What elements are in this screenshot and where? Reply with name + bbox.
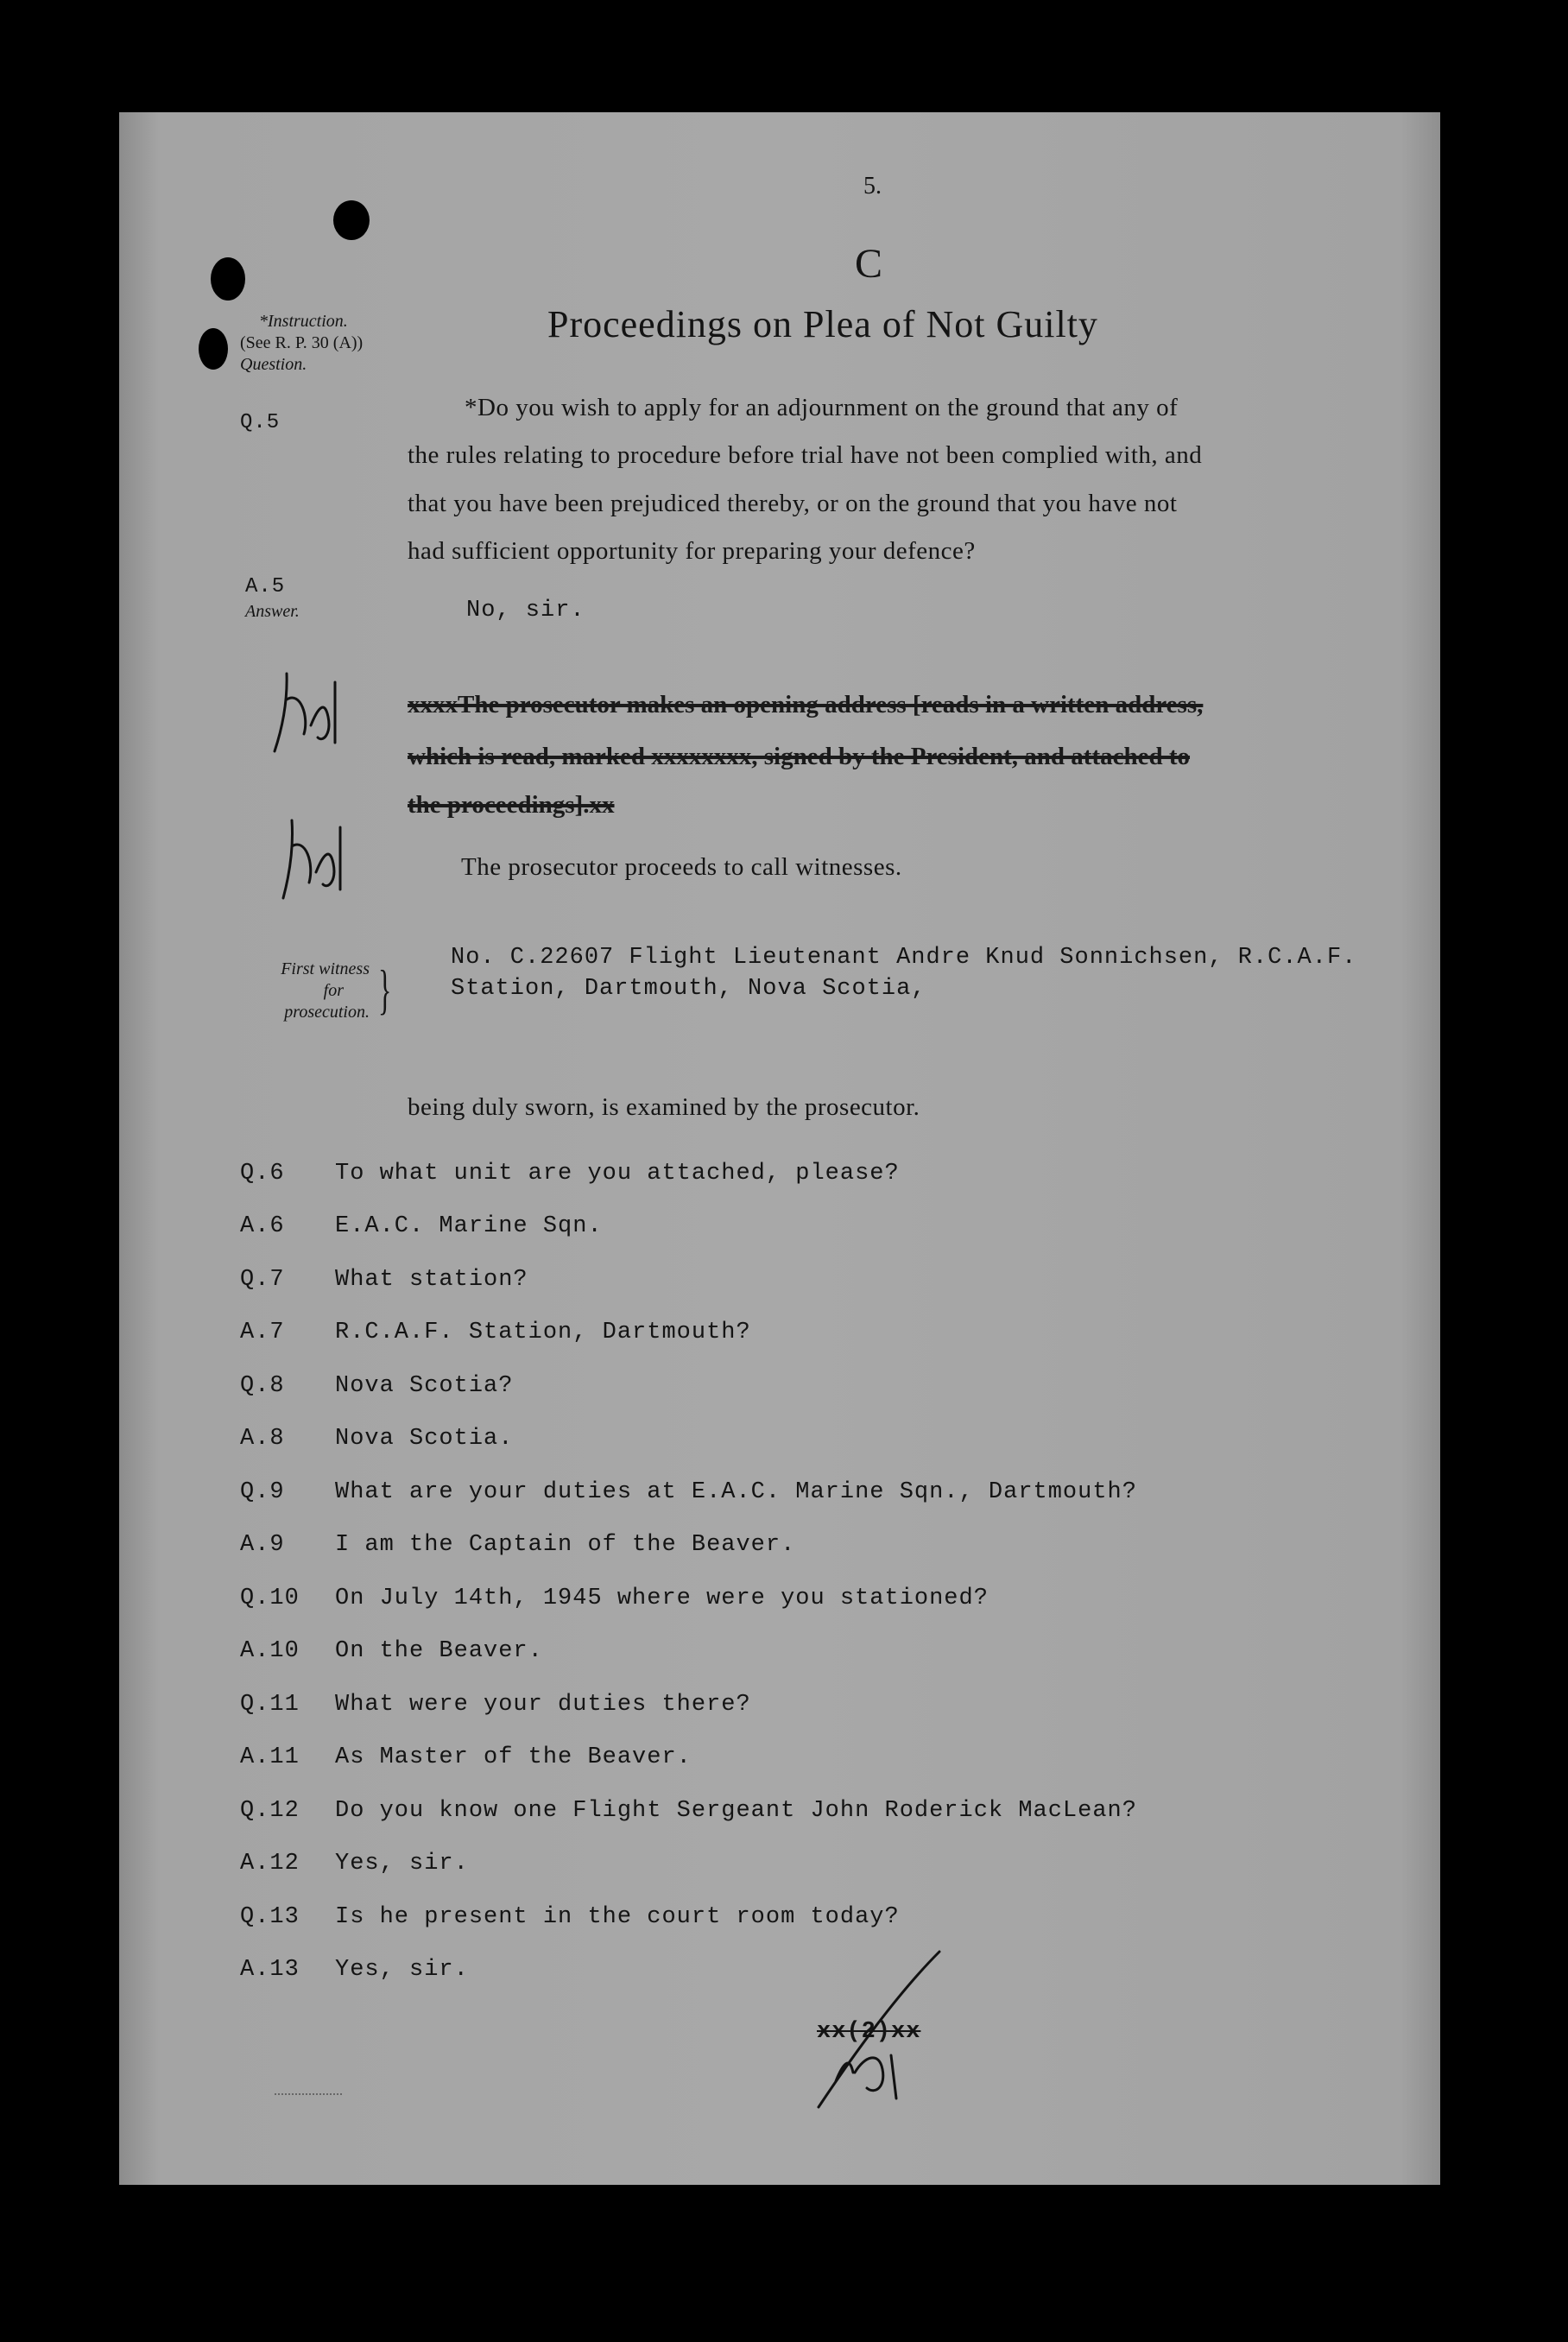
prosecutor-line: The prosecutor proceeds to call witnesses.	[461, 853, 902, 881]
qa-text: Nova Scotia?	[335, 1373, 514, 1399]
qa-text: R.C.A.F. Station, Dartmouth?	[335, 1320, 751, 1345]
q5-line: that you have been prejudiced thereby, or on the ground that you have not	[408, 490, 1178, 517]
sworn-line: being duly sworn, is examined by the prosecutor.	[408, 1093, 920, 1121]
a5-label: A.5	[245, 575, 286, 598]
margin-dashes	[275, 2093, 342, 2095]
qa-label: Q.13	[240, 1904, 300, 1930]
qa-text: To what unit are you attached, please?	[335, 1161, 900, 1187]
section-letter: C	[855, 241, 883, 287]
brace-icon: }	[378, 959, 392, 1020]
qa-label: A.6	[240, 1213, 285, 1239]
struck-line: which is read, marked xxxxxxxx, signed by the President, and attached to	[408, 743, 1191, 770]
qa-text: E.A.C. Marine Sqn.	[335, 1213, 603, 1239]
qa-label: A.11	[240, 1744, 300, 1770]
qa-label: Q.12	[240, 1798, 300, 1824]
answer-label: Answer.	[245, 602, 300, 621]
qa-text: I am the Captain of the Beaver.	[335, 1532, 796, 1558]
handwritten-initials	[801, 1943, 957, 2116]
handwritten-initials	[249, 665, 370, 760]
margin-instruction	[240, 311, 370, 376]
qa-text: On July 14th, 1945 where were you stationed?	[335, 1586, 989, 1611]
q5-line: *Do you wish to apply for an adjournment on the ground that any of	[465, 394, 1179, 421]
qa-text: What were your duties there?	[335, 1692, 751, 1718]
first-witness-label	[223, 959, 370, 1023]
instruction-label: *Instruction.	[259, 312, 348, 331]
qa-label: Q.6	[240, 1161, 285, 1187]
qa-text: On the Beaver.	[335, 1638, 543, 1664]
qa-label: A.10	[240, 1638, 300, 1664]
q5-line: the rules relating to procedure before trial have not been complied with, and	[408, 441, 1203, 469]
struck-line: xxxxThe prosecutor makes an opening address [reads in a written address,	[408, 691, 1204, 718]
qa-text: As Master of the Beaver.	[335, 1744, 692, 1770]
first-witness-line: prosecution.	[284, 1003, 370, 1022]
page-title: Proceedings on Plea of Not Guilty	[547, 303, 1098, 345]
question-label: Question.	[240, 355, 307, 374]
witness-line: Station, Dartmouth, Nova Scotia,	[451, 976, 926, 1002]
punch-hole	[199, 328, 228, 370]
handwritten-initials	[257, 803, 378, 907]
qa-label: A.9	[240, 1532, 285, 1558]
q5-line: had sufficient opportunity for preparing your defence?	[408, 537, 976, 565]
first-witness-line: First witness	[281, 959, 370, 978]
page-number: 5.	[863, 173, 882, 199]
qa-label: A.13	[240, 1957, 300, 1983]
qa-text: Yes, sir.	[335, 1957, 469, 1983]
footer-page-mark: xx(2)xx	[817, 2019, 921, 2045]
qa-text: Is he present in the court room today?	[335, 1904, 900, 1930]
qa-label: Q.9	[240, 1479, 285, 1505]
a5-text: No, sir.	[466, 598, 585, 623]
qa-label: A.8	[240, 1426, 285, 1452]
q5-label: Q.5	[240, 411, 281, 434]
punch-hole	[211, 257, 245, 301]
qa-text: Nova Scotia.	[335, 1426, 514, 1452]
first-witness-line: for	[323, 981, 344, 1000]
instruction-reference: (See R. P. 30 (A))	[240, 333, 364, 352]
document-page	[119, 112, 1440, 2185]
qa-text: What are your duties at E.A.C. Marine Sqn., Dartmouth?	[335, 1479, 1137, 1505]
qa-label: A.12	[240, 1851, 300, 1877]
qa-text: Do you know one Flight Sergeant John Roderick MacLean?	[335, 1798, 1137, 1824]
struck-line: the proceedings].xx	[408, 791, 615, 819]
punch-hole	[333, 200, 370, 240]
qa-label: Q.8	[240, 1373, 285, 1399]
witness-line: No. C.22607 Flight Lieutenant Andre Knud Sonnichsen, R.C.A.F.	[451, 945, 1357, 971]
qa-label: Q.10	[240, 1586, 300, 1611]
qa-label: Q.11	[240, 1692, 300, 1718]
qa-text: Yes, sir.	[335, 1851, 469, 1877]
qa-text: What station?	[335, 1267, 528, 1293]
qa-label: A.7	[240, 1320, 285, 1345]
qa-label: Q.7	[240, 1267, 285, 1293]
